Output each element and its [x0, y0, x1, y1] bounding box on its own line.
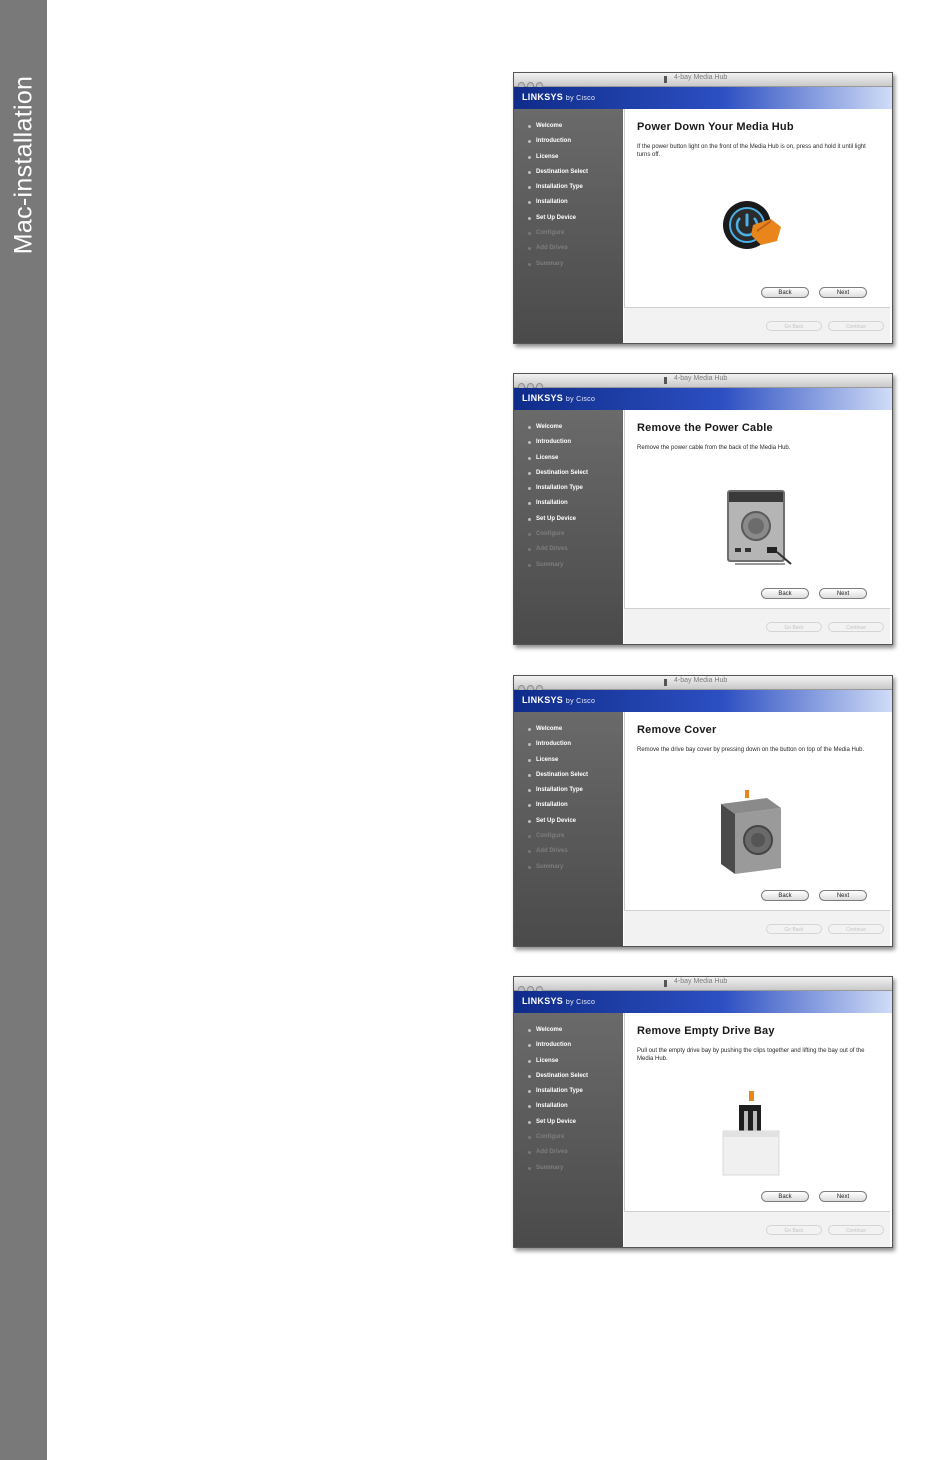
page-title: Remove Cover [637, 724, 717, 736]
next-button[interactable]: Next [819, 287, 867, 298]
go-back-button[interactable]: Go Back [766, 321, 822, 331]
step-item: Welcome [528, 1023, 623, 1038]
step-item: Configure [528, 226, 623, 241]
brand-sub: by Cisco [565, 698, 596, 705]
step-item: Destination Select [528, 165, 623, 180]
step-item: Destination Select [528, 768, 623, 783]
brand-name: LINKSYS [522, 695, 564, 705]
step-item: Add Drives [528, 844, 623, 859]
step-item: Set Up Device [528, 512, 623, 527]
step-item: License [528, 753, 623, 768]
brand-name: LINKSYS [522, 92, 564, 102]
steps-panel [514, 712, 623, 946]
step-item: Installation [528, 195, 623, 210]
installer-window [513, 72, 893, 344]
step-item: Introduction [528, 1038, 623, 1053]
brand-name: LINKSYS [522, 996, 564, 1006]
step-item: Welcome [528, 722, 623, 737]
next-button[interactable]: Next [819, 890, 867, 901]
step-item: License [528, 451, 623, 466]
continue-button[interactable]: Continue [828, 1225, 884, 1235]
page-title: Remove Empty Drive Bay [637, 1025, 775, 1037]
step-item: Introduction [528, 435, 623, 450]
window-titlebar[interactable] [514, 73, 892, 87]
brand-logo [522, 393, 595, 403]
page-title: Power Down Your Media Hub [637, 121, 794, 133]
brand-sub: by Cisco [565, 999, 596, 1006]
next-button[interactable]: Next [819, 588, 867, 599]
brand-banner [514, 388, 892, 410]
go-back-button[interactable]: Go Back [766, 1225, 822, 1235]
window-title: 4-bay Media Hub [674, 74, 728, 81]
step-item: Set Up Device [528, 1115, 623, 1130]
content-pane [624, 712, 891, 910]
next-button[interactable]: Next [819, 1191, 867, 1202]
step-item: Installation Type [528, 1084, 623, 1099]
brand-logo [522, 695, 595, 705]
step-item: Destination Select [528, 466, 623, 481]
section-label: Mac-installation [9, 75, 38, 255]
back-button[interactable]: Back [761, 1191, 809, 1202]
footer-bar [624, 910, 890, 947]
footer-bar [624, 1211, 890, 1248]
continue-button[interactable]: Continue [828, 924, 884, 934]
go-back-button[interactable]: Go Back [766, 622, 822, 632]
step-item: Configure [528, 829, 623, 844]
brand-sub: by Cisco [565, 396, 596, 403]
steps-panel [514, 109, 623, 343]
step-item: Summary [528, 558, 623, 573]
installer-window [513, 373, 893, 645]
step-item: Installation [528, 496, 623, 511]
page-title: Remove the Power Cable [637, 422, 773, 434]
brand-logo [522, 996, 595, 1006]
step-item: Welcome [528, 420, 623, 435]
step-item: License [528, 1054, 623, 1069]
footer-bar [624, 307, 890, 344]
step-item: Installation [528, 798, 623, 813]
steps-panel [514, 1013, 623, 1247]
instruction-text: If the power button light on the front of the Media Hub is on, press and hold it until light turns off. [637, 144, 866, 158]
window-titlebar[interactable] [514, 374, 892, 388]
brand-banner [514, 87, 892, 109]
installer-window [513, 675, 893, 947]
step-item: Summary [528, 257, 623, 272]
window-titlebar[interactable] [514, 977, 892, 991]
step-item: Installation Type [528, 481, 623, 496]
instruction-text: Remove the drive bay cover by pressing down on the button on top of the Media Hub. [637, 747, 865, 753]
window-title: 4-bay Media Hub [674, 677, 728, 684]
brand-banner [514, 690, 892, 712]
continue-button[interactable]: Continue [828, 321, 884, 331]
content-pane [624, 109, 891, 307]
power-button-icon [695, 187, 805, 277]
step-item: Set Up Device [528, 814, 623, 829]
step-item: Add Drives [528, 1145, 623, 1160]
step-item: Welcome [528, 119, 623, 134]
back-button[interactable]: Back [761, 890, 809, 901]
step-item: Installation [528, 1099, 623, 1114]
instruction-text: Pull out the empty drive bay by pushing the clips together and lifting the bay out of the Media Hub. [637, 1048, 865, 1062]
media-hub-cover-icon [695, 790, 805, 880]
continue-button[interactable]: Continue [828, 622, 884, 632]
step-item: Configure [528, 527, 623, 542]
step-item: License [528, 150, 623, 165]
go-back-button[interactable]: Go Back [766, 924, 822, 934]
step-item: Installation Type [528, 180, 623, 195]
window-title: 4-bay Media Hub [674, 375, 728, 382]
back-button[interactable]: Back [761, 287, 809, 298]
brand-sub: by Cisco [565, 95, 596, 102]
step-item: Configure [528, 1130, 623, 1145]
brand-name: LINKSYS [522, 393, 564, 403]
footer-bar [624, 608, 890, 645]
window-titlebar[interactable] [514, 676, 892, 690]
content-pane [624, 410, 891, 608]
instruction-text: Remove the power cable from the back of the Media Hub. [637, 445, 791, 451]
side-tab [0, 0, 47, 1460]
step-item: Summary [528, 860, 623, 875]
step-item: Add Drives [528, 241, 623, 256]
steps-panel [514, 410, 623, 644]
back-button[interactable]: Back [761, 588, 809, 599]
drive-bay-icon [695, 1091, 805, 1181]
step-item: Add Drives [528, 542, 623, 557]
brand-logo [522, 92, 595, 102]
media-hub-back-icon [695, 488, 805, 578]
brand-banner [514, 991, 892, 1013]
step-item: Destination Select [528, 1069, 623, 1084]
step-item: Introduction [528, 737, 623, 752]
installer-window [513, 976, 893, 1248]
content-pane [624, 1013, 891, 1211]
step-item: Summary [528, 1161, 623, 1176]
window-title: 4-bay Media Hub [674, 978, 728, 985]
step-item: Installation Type [528, 783, 623, 798]
step-item: Set Up Device [528, 211, 623, 226]
step-item: Introduction [528, 134, 623, 149]
